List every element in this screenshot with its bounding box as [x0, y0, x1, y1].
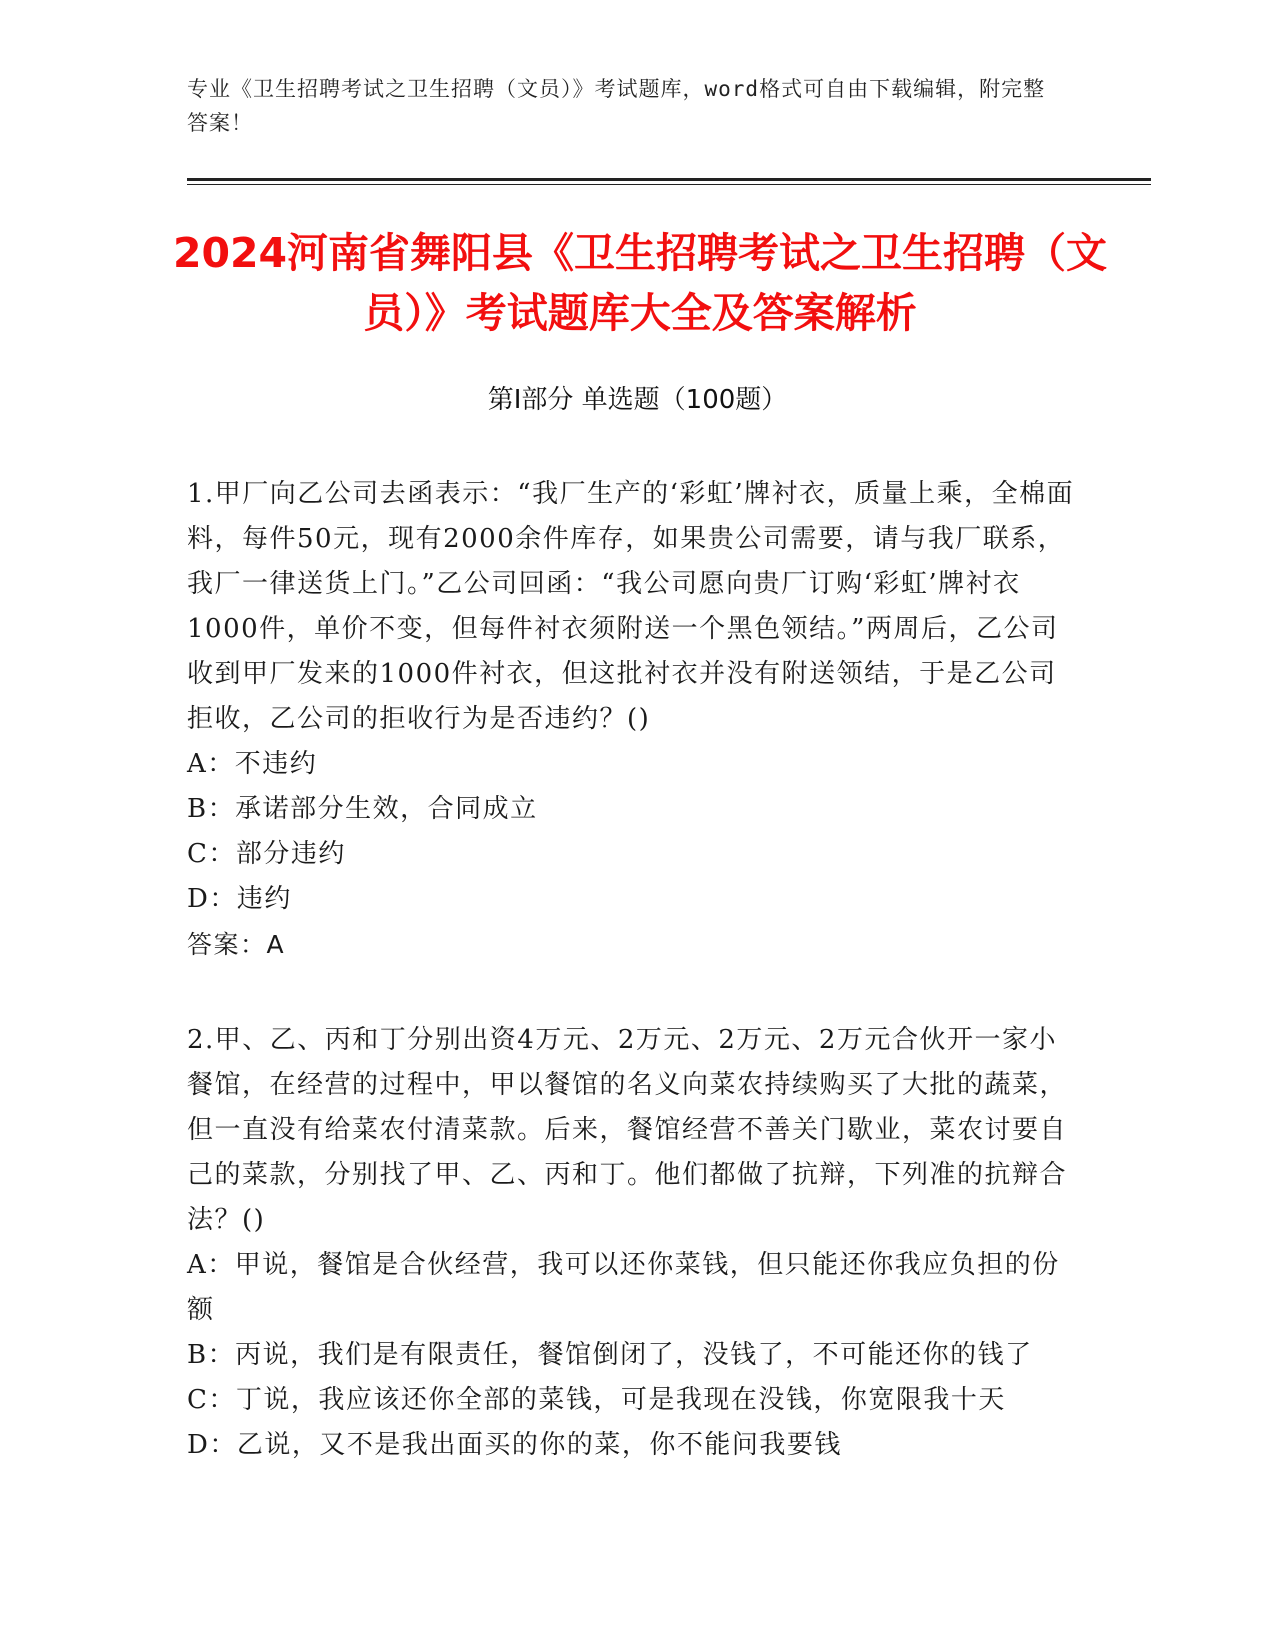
header-rule-thick — [187, 178, 1151, 181]
section-heading: 第I部分 单选题（100题） — [487, 385, 788, 415]
answer-line: 答案：A — [187, 930, 286, 959]
option-d: D：违约 — [187, 884, 292, 914]
header-rule-thin — [187, 184, 1151, 185]
question-stem: 2.甲、乙、丙和丁分别出资4万元、2万元、2万元、2万元合伙开一家小餐馆，在经营的过程中，甲以餐馆的名义向菜农持续购买了大批的蔬菜，但一直没有给菜农付清菜款。后来，餐馆经营不善关门歇业，菜农讨要自己的菜款，分别找了甲、乙、丙和丁。他们都做了抗辩，下列准的抗辩合法？() — [187, 1025, 1068, 1235]
question-block — [187, 1018, 1077, 1468]
document-title: 2024河南省舞阳县《卫生招聘考试之卫生招聘（文员）》考试题库大全及答案解析 — [172, 229, 1108, 337]
option-d: D：乙说，又不是我出面买的你的菜，你不能问我要钱 — [187, 1430, 842, 1460]
option-c: C：丁说，我应该还你全部的菜钱，可是我现在没钱，你宽限我十天 — [187, 1385, 1006, 1415]
option-b: B：丙说，我们是有限责任，餐馆倒闭了，没钱了，不可能还你的钱了 — [187, 1340, 1033, 1370]
header-note: 专业《卫生招聘考试之卫生招聘（文员）》考试题库，word格式可自由下载编辑，附完整答案！ — [187, 77, 1046, 135]
question-block — [187, 472, 1077, 967]
question-stem: 1.甲厂向乙公司去函表示：“我厂生产的‘彩虹’牌衬衣，质量上乘，全棉面料，每件50元，现有2000余件库存，如果贵公司需要，请与我厂联系，我厂一律送货上门。”乙公司回函：“我公司愿向贵厂订购‘彩虹’牌衬衣1000件，单价不变，但每件衬衣须附送一个黑色领结。”两周后，乙公司收到甲厂发来的1000件衬衣，但这批衬衣并没有附送领结，于是乙公司拒收，乙公司的拒收行为是否违约？() — [187, 479, 1075, 734]
option-b: B：承诺部分生效，合同成立 — [187, 794, 538, 824]
option-c: C：部分违约 — [187, 839, 346, 869]
option-a: A：不违约 — [187, 749, 318, 779]
option-a: A：甲说，餐馆是合伙经营，我可以还你菜钱，但只能还你我应负担的份额 — [187, 1250, 1060, 1325]
